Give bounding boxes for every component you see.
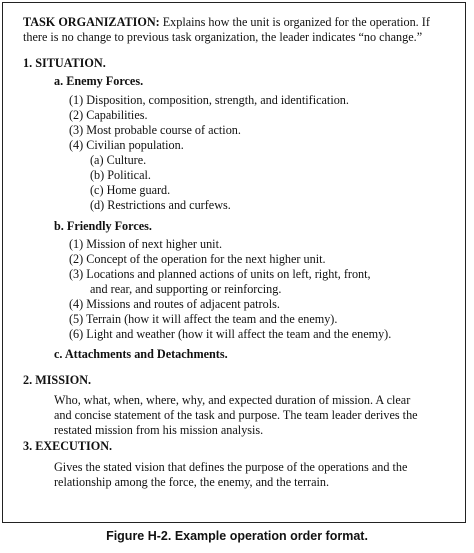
- task-organization-label: TASK ORGANIZATION:: [23, 15, 160, 29]
- task-organization-line-1: [23, 15, 430, 30]
- friendly-item-4: (4) Missions and routes of adjacent patrols.: [69, 297, 280, 311]
- friendly-item-2: (2) Concept of the operation for the next higher unit.: [69, 252, 326, 266]
- friendly-item-1: (1) Mission of next higher unit.: [69, 237, 223, 251]
- civilian-subitem-d: (d) Restrictions and curfews.: [90, 198, 231, 212]
- figure-caption: Figure H-2. Example operation order format.: [106, 529, 368, 543]
- task-organization-text-1: Explains how the unit is organized for the operation. If: [159, 15, 430, 29]
- mission-text-2: and concise statement of the task and purpose. The team leader derives the: [54, 408, 418, 422]
- civilian-subitem-a: (a) Culture.: [90, 153, 147, 167]
- friendly-item-3-continued: and rear, and supporting or reinforcing.: [90, 282, 282, 296]
- execution-heading: 3. EXECUTION.: [23, 439, 113, 453]
- friendly-item-3: (3) Locations and planned actions of units on left, right, front,: [69, 267, 371, 281]
- enemy-item-1: (1) Disposition, composition, strength, and identification.: [69, 93, 349, 107]
- task-organization-text-2: there is no change to previous task organization, the leader indicates “no change.”: [23, 30, 423, 44]
- mission-text-3: restated mission from his mission analysis.: [54, 423, 264, 437]
- friendly-forces-heading: b. Friendly Forces.: [54, 219, 152, 233]
- enemy-item-2: (2) Capabilities.: [69, 108, 148, 122]
- document-frame: [2, 2, 466, 523]
- enemy-item-4: (4) Civilian population.: [69, 138, 184, 152]
- execution-text-2: relationship among the force, the enemy, and the terrain.: [54, 475, 330, 489]
- attachments-heading: c. Attachments and Detachments.: [54, 347, 228, 361]
- civilian-subitem-b: (b) Political.: [90, 168, 151, 182]
- enemy-item-3: (3) Most probable course of action.: [69, 123, 241, 137]
- friendly-item-5: (5) Terrain (how it will affect the team and the enemy).: [69, 312, 338, 326]
- mission-heading: 2. MISSION.: [23, 373, 92, 387]
- enemy-forces-heading: a. Enemy Forces.: [54, 74, 144, 88]
- friendly-item-6: (6) Light and weather (how it will affect the team and the enemy).: [69, 327, 392, 341]
- mission-text-1: Who, what, when, where, why, and expected duration of mission. A clear: [54, 393, 411, 407]
- execution-text-1: Gives the stated vision that defines the purpose of the operations and the: [54, 460, 408, 474]
- situation-heading: 1. SITUATION.: [23, 56, 106, 70]
- civilian-subitem-c: (c) Home guard.: [90, 183, 171, 197]
